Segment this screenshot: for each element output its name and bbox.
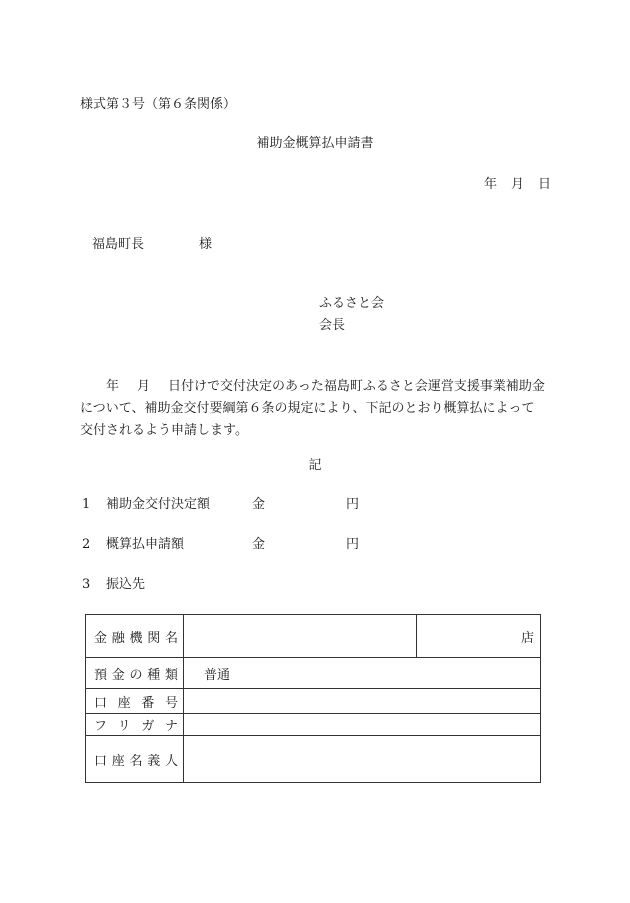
- item-1-label: 補助金交付決定額: [106, 497, 211, 512]
- label-char: 口: [94, 753, 108, 769]
- label-char: 関: [147, 630, 161, 646]
- label-char: 番: [141, 695, 155, 711]
- item-1-prefix: 金: [252, 497, 266, 512]
- table-row-deposit-type: [86, 658, 541, 689]
- table-row-account-number: [86, 689, 541, 714]
- ki-heading: 記: [308, 458, 322, 473]
- label-char: 座: [117, 695, 131, 711]
- label-account-number: [86, 689, 184, 714]
- table-row-account-holder: [86, 736, 541, 783]
- addressee-name: 福島町長: [92, 237, 145, 252]
- date-year: 年: [484, 177, 498, 192]
- item-3-number: 3: [82, 577, 91, 592]
- table-row-bank-name: [86, 615, 541, 658]
- label-char: 名: [164, 630, 178, 646]
- label-char: 融: [111, 630, 125, 646]
- item-1-number: 1: [82, 497, 91, 512]
- label-account-holder: [86, 736, 184, 783]
- blank-year: 年: [106, 379, 120, 394]
- applicant-organization: ふるさと会: [319, 296, 385, 311]
- request-paragraph: [80, 376, 560, 442]
- label-bank-name: [86, 615, 184, 658]
- label-char: ナ: [164, 719, 178, 734]
- account-number-field[interactable]: [184, 689, 541, 714]
- item-2-label: 概算払申請額: [106, 537, 185, 552]
- label-char: 種: [147, 667, 161, 683]
- date-day: 日: [538, 177, 552, 192]
- addressee-suffix: 様: [199, 237, 213, 252]
- paragraph-line-1: [80, 376, 560, 398]
- label-char: 名: [129, 753, 143, 769]
- item-2-number: 2: [82, 537, 91, 552]
- form-number: 様式第３号（第６条関係）: [80, 97, 237, 112]
- item-1-unit: 円: [346, 497, 360, 512]
- label-char: 機: [129, 630, 143, 646]
- label-char: ガ: [141, 719, 155, 734]
- label-furigana: [86, 714, 184, 736]
- paragraph-line-1-text: 日付けで交付決定のあった福島町ふるさと会運営支援事業補助金: [168, 379, 545, 394]
- furigana-field[interactable]: [184, 714, 541, 736]
- label-char: の: [129, 667, 143, 683]
- paragraph-line-3: 交付されるよう申請します。: [80, 423, 248, 438]
- applicant-position: 会長: [319, 318, 346, 333]
- deposit-type-value: 普通: [204, 667, 231, 683]
- item-2-unit: 円: [346, 537, 360, 552]
- label-char: 口: [94, 695, 108, 711]
- label-char: 義: [147, 753, 161, 769]
- document-title: 補助金概算払申請書: [256, 136, 374, 151]
- item-2-prefix: 金: [252, 537, 266, 552]
- bank-account-table: [85, 614, 541, 783]
- bank-name-field[interactable]: [184, 615, 417, 658]
- account-holder-field[interactable]: [184, 736, 541, 783]
- table-row-furigana: [86, 714, 541, 736]
- label-char: 金: [94, 630, 108, 646]
- date-month: 月: [511, 177, 525, 192]
- label-char: 号: [164, 695, 178, 711]
- label-deposit-type: [86, 658, 184, 689]
- label-char: フ: [94, 719, 108, 734]
- label-char: 類: [164, 667, 178, 683]
- deposit-type-field[interactable]: [184, 658, 541, 689]
- paragraph-line-2: について、補助金交付要綱第６条の規定により、下記のとおり概算払によって: [80, 401, 535, 416]
- label-char: リ: [117, 719, 131, 734]
- label-char: 人: [164, 753, 178, 769]
- branch-field[interactable]: [417, 615, 541, 658]
- branch-suffix: 店: [520, 630, 534, 646]
- label-char: 金: [111, 667, 125, 683]
- item-3-label: 振込先: [106, 577, 146, 592]
- label-char: 座: [111, 753, 125, 769]
- blank-month: 月: [137, 379, 151, 394]
- label-char: 預: [94, 667, 108, 683]
